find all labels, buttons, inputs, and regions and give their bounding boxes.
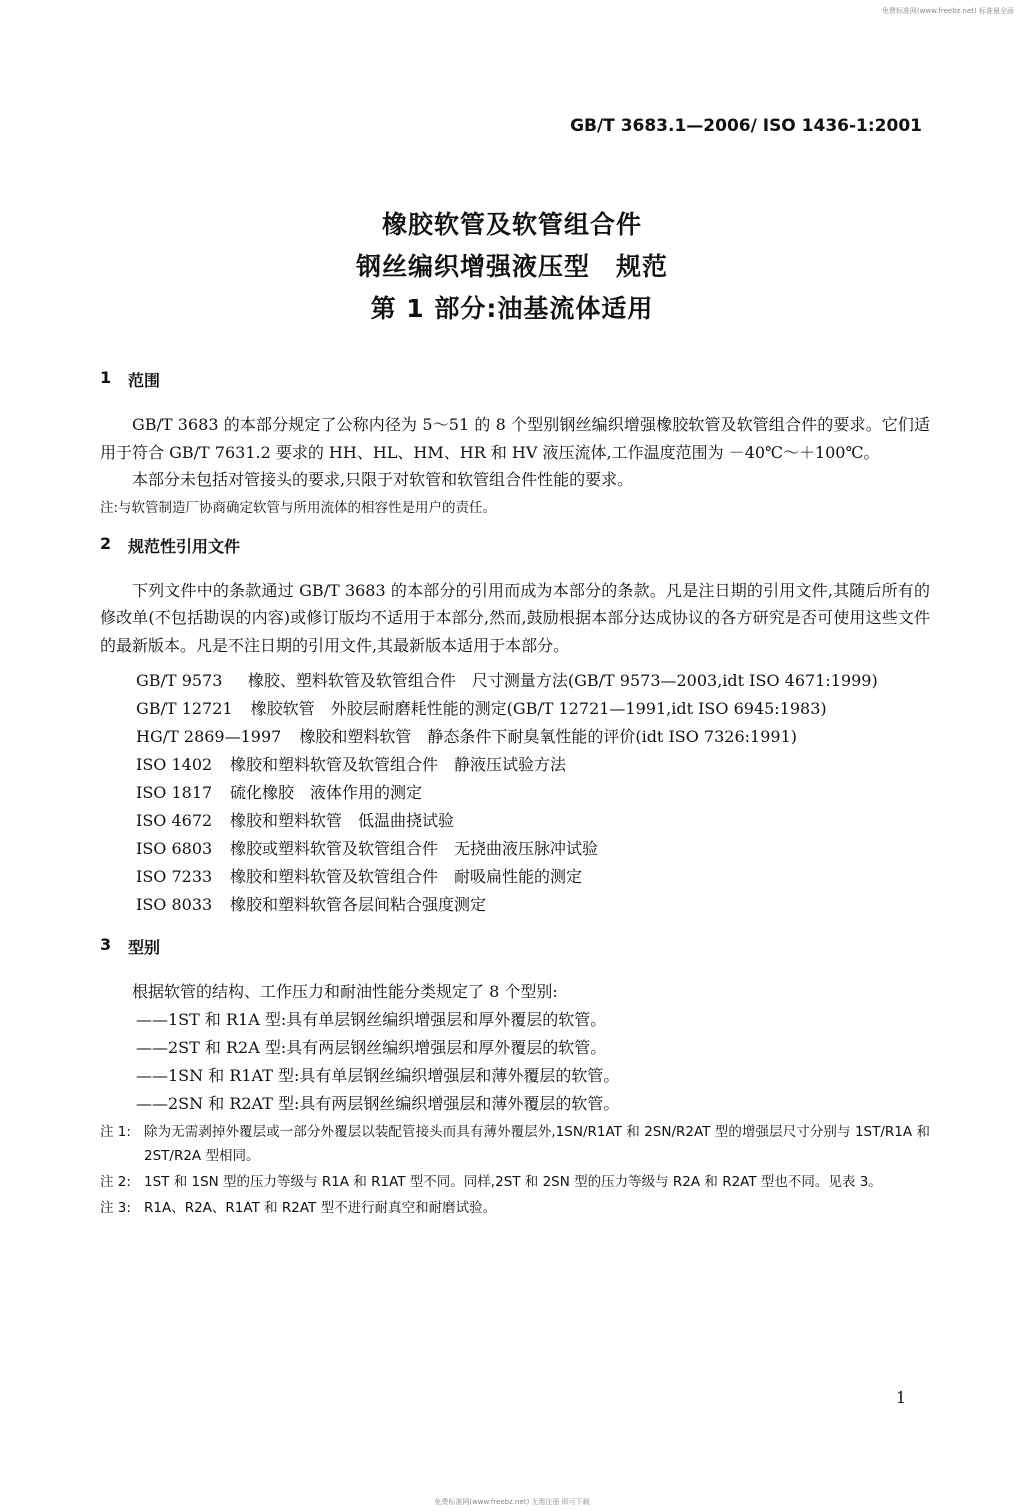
reference-code: ISO 1817 <box>136 783 213 802</box>
reference-code: GB/T 9573 <box>136 671 223 690</box>
paragraph: GB/T 3683 的本部分规定了公称内径为 5～51 的 8 个型别钢丝编织增强橡胶软管及软管组合件的要求。它们适用于符合 GB/T 7631.2 要求的 HH、HL、HM、HR 和 HV 液压流体,工作温度范围为 －40℃～＋100℃。 <box>100 415 930 462</box>
page-number: 1 <box>895 1388 906 1407</box>
reference-title: 橡胶或塑料软管及软管组合件 无挠曲液压脉冲试验 <box>230 839 599 858</box>
section-1-heading <box>100 368 930 391</box>
section-title: 范围 <box>128 371 161 390</box>
type-item: ——1ST 和 R1A 型:具有单层钢丝编织增强层和厚外覆层的软管。 <box>136 1009 607 1029</box>
reference-item <box>136 667 930 695</box>
reference-title: 硫化橡胶 液体作用的测定 <box>230 783 423 802</box>
bottom-watermark: 免费标准网(www.freebz.net) 无需注册 即可下载 <box>434 1498 590 1506</box>
document-body <box>100 368 930 1222</box>
paragraph: 下列文件中的条款通过 GB/T 3683 的本部分的引用而成为本部分的条款。凡是注日期的引用文件,其随后所有的修改单(不包括勘误的内容)或修订版均不适用于本部分,然而,鼓励根据本部分达成协议的各方研究是否可使用这些文件的最新版本。凡是不注日期的引用文件,其最新版本适用于本部分。 <box>100 580 930 655</box>
reference-code: ISO 4672 <box>136 811 213 830</box>
section-3-heading <box>100 935 930 958</box>
reference-item <box>136 751 930 779</box>
reference-item <box>136 891 930 919</box>
note-text: 1ST 和 1SN 型的压力等级与 R1A 和 R1AT 型不同。同样,2ST 和 2SN 型的压力等级与 R2A 和 R2AT 型也不同。见表 3。 <box>144 1173 882 1190</box>
reference-code: ISO 1402 <box>136 755 213 774</box>
title-line-1: 橡胶软管及软管组合件 <box>381 210 642 239</box>
reference-title: 橡胶和塑料软管各层间粘合强度测定 <box>230 895 487 914</box>
standard-number: GB/T 3683.1—2006/ ISO 1436-1:2001 <box>570 116 922 136</box>
reference-item <box>136 807 930 835</box>
reference-title: 橡胶软管 外胶层耐磨耗性能的测定(GB/T 12721—1991,idt ISO 6945:1983) <box>250 699 827 718</box>
reference-item <box>136 723 930 751</box>
reference-title: 橡胶和塑料软管 低温曲挠试验 <box>230 811 455 830</box>
paragraph: 本部分未包括对管接头的要求,只限于对软管和软管组合件性能的要求。 <box>132 470 634 489</box>
paragraph: 根据软管的结构、工作压力和耐油性能分类规定了 8 个型别: <box>132 982 558 1001</box>
type-item: ——2SN 和 R2AT 型:具有两层钢丝编织增强层和薄外覆层的软管。 <box>136 1093 620 1113</box>
note <box>100 1170 930 1194</box>
title-line-2: 钢丝编织增强液压型 规范 <box>355 252 668 281</box>
note <box>100 1120 930 1168</box>
note: 注:与软管制造厂协商确定软管与所用流体的相容性是用户的责任。 <box>100 499 497 516</box>
note-text: 除为无需剥掉外覆层或一部分外覆层以装配管接头而具有薄外覆层外,1SN/R1AT 和 2SN/R2AT 型的增强层尺寸分别与 1ST/R1A 和 2ST/R2A 型相同。 <box>144 1123 930 1164</box>
reference-title: 橡胶、塑料软管及软管组合件 尺寸测量方法(GB/T 9573—2003,idt ISO 4671:1999) <box>247 671 878 690</box>
reference-code: ISO 8033 <box>136 895 213 914</box>
document-title <box>0 204 1024 330</box>
reference-list <box>136 667 930 919</box>
section-number: 2 <box>100 533 112 553</box>
reference-item <box>136 835 930 863</box>
top-watermark: 免费标准网(www.freebz.net) 标准最全面 <box>881 7 1014 15</box>
reference-item <box>136 779 930 807</box>
note <box>100 1196 930 1220</box>
note-label: 注 2: <box>100 1173 131 1190</box>
reference-code: GB/T 12721 <box>136 699 233 718</box>
reference-code: ISO 7233 <box>136 867 213 886</box>
reference-item <box>136 863 930 891</box>
section-title: 规范性引用文件 <box>128 536 241 556</box>
note-label: 注 1: <box>100 1123 131 1140</box>
note-label: 注 3: <box>100 1199 131 1216</box>
section-number: 3 <box>100 935 112 954</box>
reference-title: 橡胶和塑料软管及软管组合件 静液压试验方法 <box>230 755 567 774</box>
note-text: R1A、R2A、R1AT 和 R2AT 型不进行耐真空和耐磨试验。 <box>144 1199 497 1216</box>
reference-title: 橡胶和塑料软管 静态条件下耐臭氧性能的评价(idt ISO 7326:1991) <box>299 727 798 746</box>
reference-item <box>136 695 930 723</box>
type-list <box>136 1006 930 1118</box>
section-number: 1 <box>100 368 112 387</box>
reference-code: HG/T 2869—1997 <box>136 727 282 746</box>
reference-code: ISO 6803 <box>136 839 213 858</box>
section-title: 型别 <box>128 938 161 957</box>
title-line-3: 第 1 部分:油基流体适用 <box>370 294 654 323</box>
type-item: ——2ST 和 R2A 型:具有两层钢丝编织增强层和厚外覆层的软管。 <box>136 1037 607 1057</box>
reference-title: 橡胶和塑料软管及软管组合件 耐吸扁性能的测定 <box>230 867 583 886</box>
section-2-heading <box>100 534 930 557</box>
type-item: ——1SN 和 R1AT 型:具有单层钢丝编织增强层和薄外覆层的软管。 <box>136 1065 620 1085</box>
